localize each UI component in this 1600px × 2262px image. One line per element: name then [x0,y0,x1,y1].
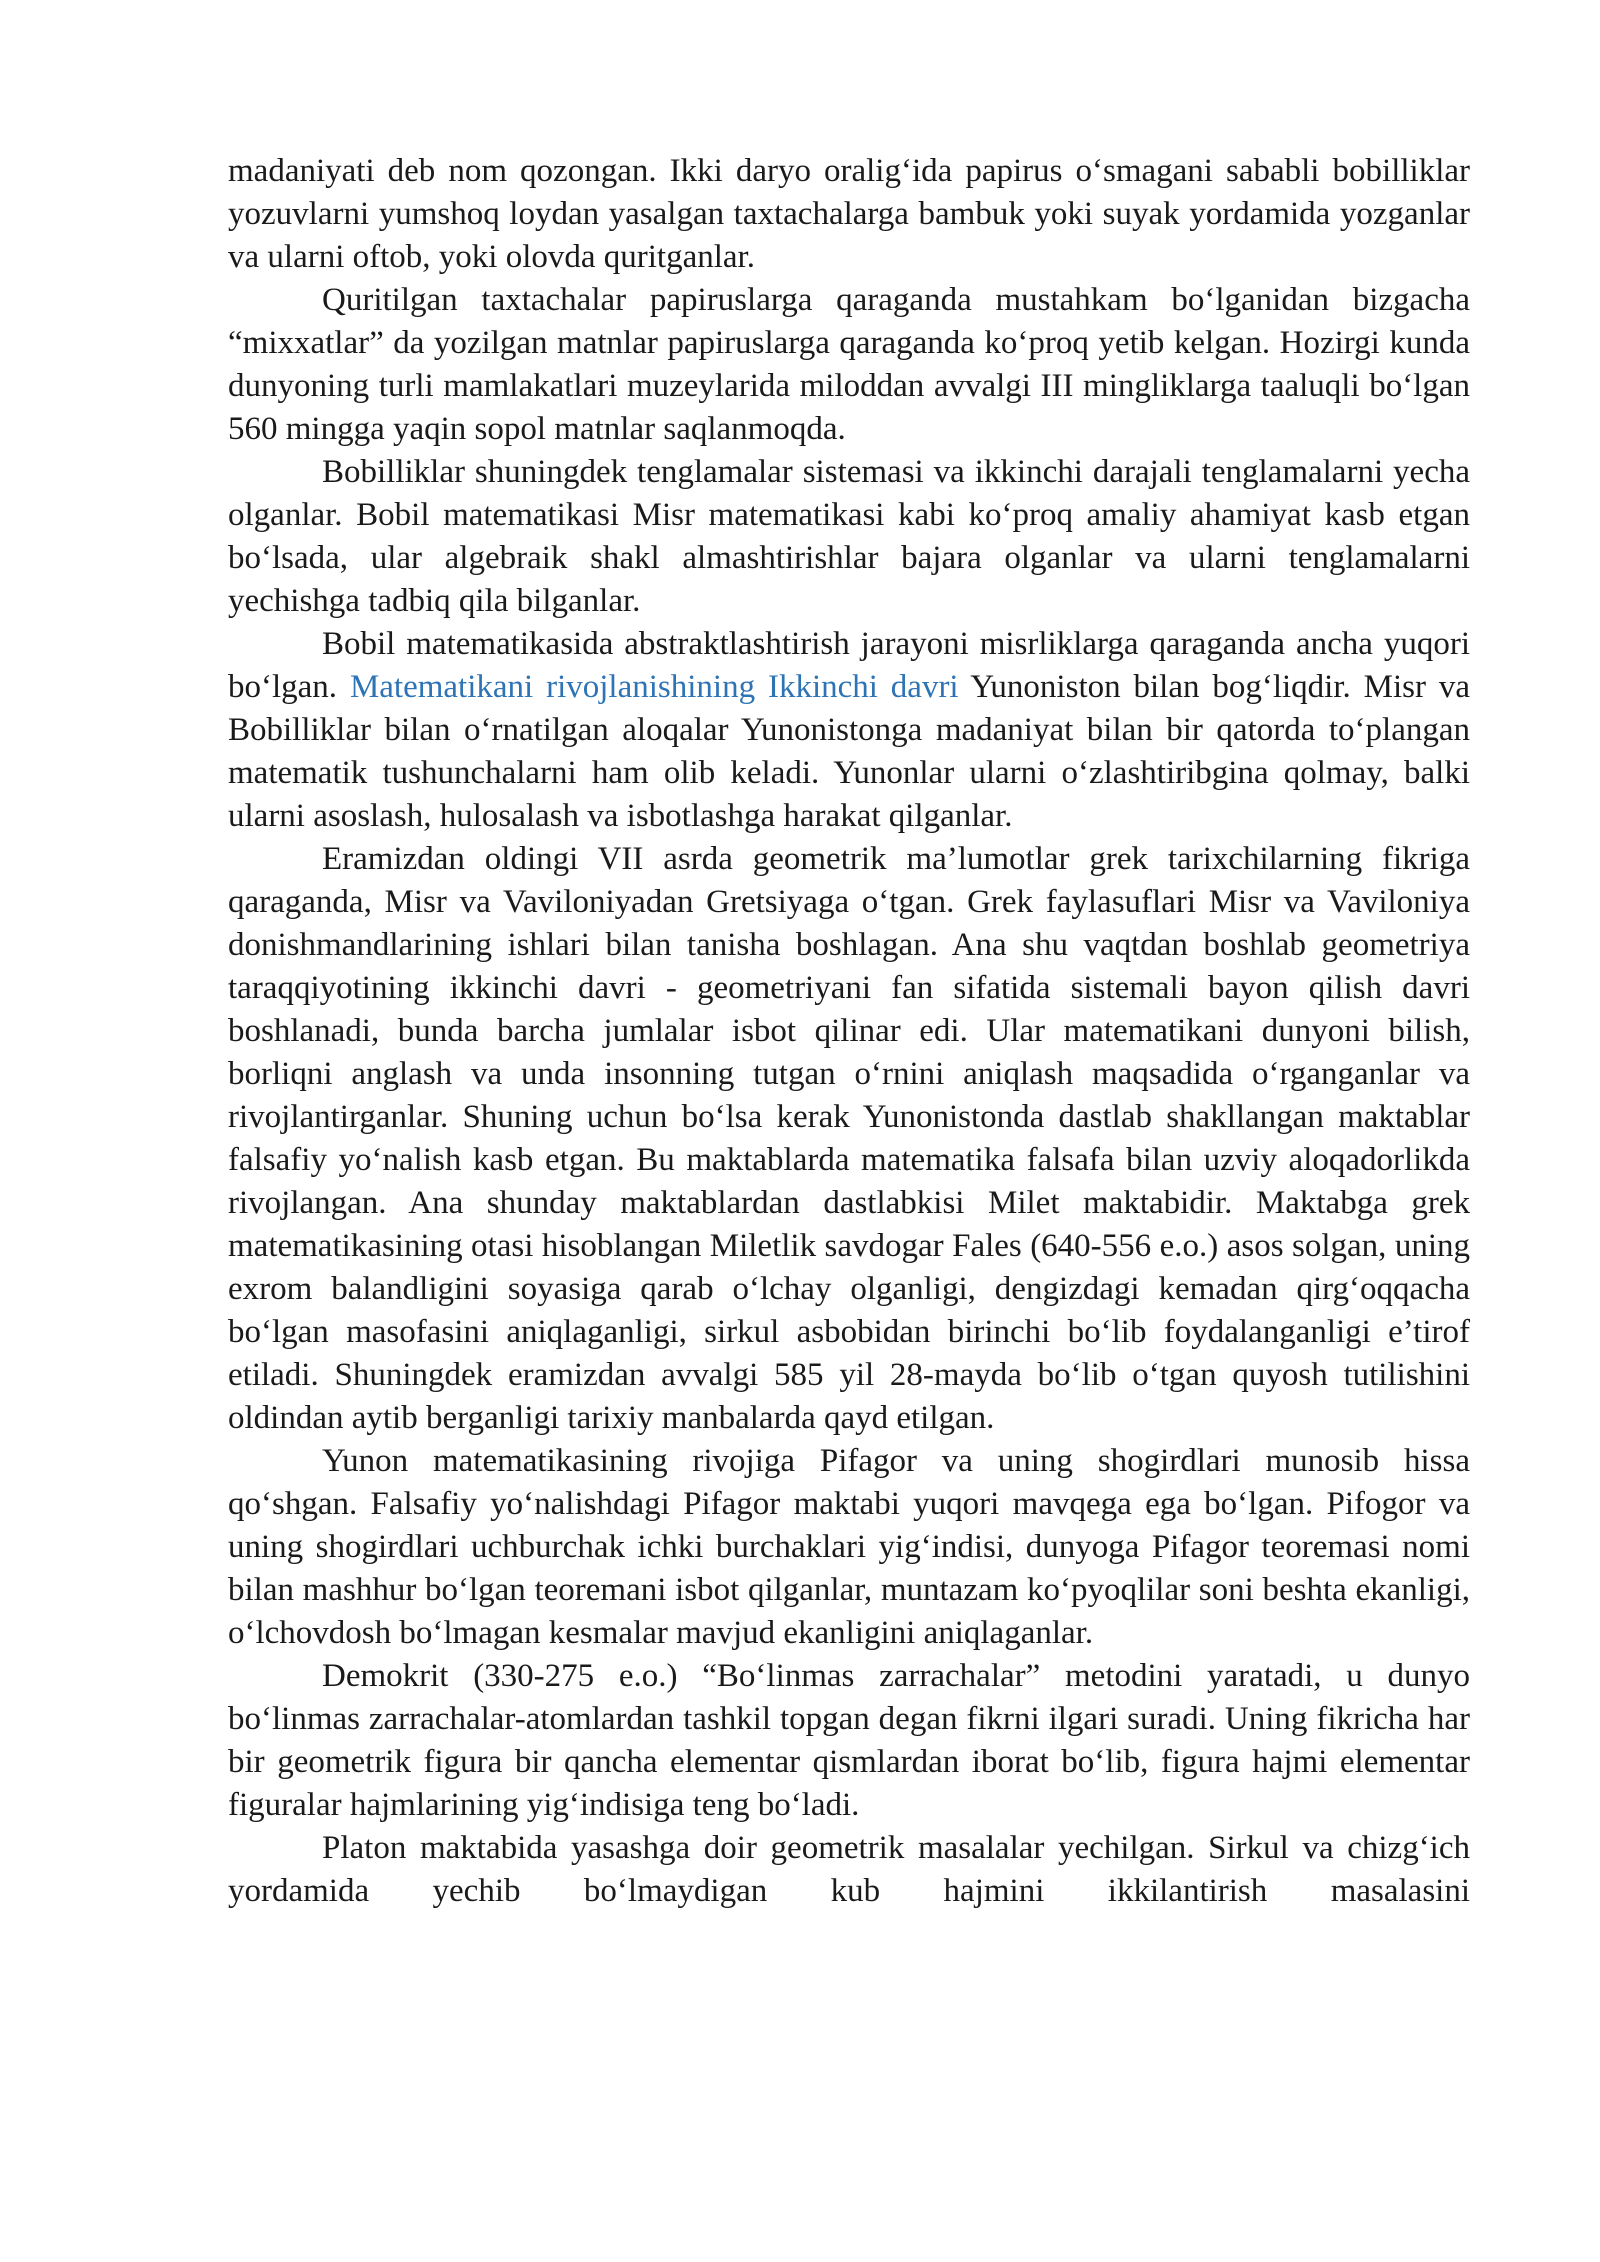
paragraph-4-before-link: Bobil matematikasida abstraktlashtirish jarayoni misrliklarga qaraganda ancha yuqori bo‘lgan. [228,626,1470,705]
document-page [228,150,1470,1913]
paragraph-4-after-link: Yunoniston bilan bog‘liqdir. Misr va Bobilliklar bilan o‘rnatilgan aloqalar Yunonistonga madaniyat bilan bir qatorda to‘plangan matematik tushunchalarni ham olib keladi. Yunonlar ularni o‘zlashtiribgina qolmay, balki ularni asoslash, hulosalash va isbotlashga harakat qilganlar. [228,669,1470,834]
paragraph-2: Quritilgan taxtachalar papiruslarga qaraganda mustahkam bo‘lganidan bizgacha “mixxatlar” da yozilgan matnlar papiruslarga qaraganda ko‘proq yetib kelgan. Hozirgi kunda dunyoning turli mamlakatlari muzeylarida miloddan avvalgi III mingliklarga taaluqli bo‘lgan 560 mingga yaqin sopol matnlar saqlanmoqda. [228,282,1470,447]
paragraph-4 [228,623,1470,838]
paragraph-6: Yunon matematikasining rivojiga Pifagor va uning shogirdlari munosib hissa qo‘shgan. Falsafiy yo‘nalishdagi Pifagor maktabi yuqori mavqega ega bo‘lgan. Pifogor va uning shogirdlari uchburchak ichki burchaklari yig‘indisi, dunyoga Pifagor teoremasi nomi bilan mashhur bo‘lgan teoremani isbot qilganlar, muntazam ko‘pyoqlilar soni beshta ekanligi, o‘lchovdosh bo‘lmagan kesmalar mavjud ekanligini aniqlaganlar. [228,1443,1470,1651]
paragraph-1: madaniyati deb nom qozongan. Ikki daryo oralig‘ida papirus o‘smagani sababli bobilliklar yozuvlarni yumshoq loydan yasalgan taxtachalarga bambuk yoki suyak yordamida yozganlar va ularni oftob, yoki olovda quritganlar. [228,153,1470,275]
paragraph-7: Demokrit (330-275 e.o.) “Bo‘linmas zarrachalar” metodini yaratadi, u dunyo bo‘linmas zarrachalar-atomlardan tashkil topgan degan fikrni ilgari suradi. Uning fikricha har bir geometrik figura bir qancha elementar qismlardan iborat bo‘lib, figura hajmi elementar figuralar hajmlarining yig‘indisiga teng bo‘ladi. [228,1658,1470,1823]
paragraph-8: Platon maktabida yasashga doir geometrik masalalar yechilgan. Sirkul va chizg‘ich yordamida yechib bo‘lmaydigan kub hajmini ikkilantirish masalasini [228,1830,1470,1909]
paragraph-5: Eramizdan oldingi VII asrda geometrik ma’lumotlar grek tarixchilarning fikriga qaraganda, Misr va Vaviloniyadan Gretsiyaga o‘tgan. Grek faylasuflari Misr va Vaviloniya donishmandlarining ishlari bilan tanisha boshlagan. Ana shu vaqtdan boshlab geometriya taraqqiyotining ikkinchi davri - geometriyani fan sifatida sistemali bayon qilish davri boshlanadi, bunda barcha jumlalar isbot qilinar edi. Ular matematikani dunyoni bilish, borliqni anglash va unda insonning tutgan o‘rnini aniqlash maqsadida o‘rganganlar va rivojlantirganlar. Shuning uchun bo‘lsa kerak Yunonistonda dastlab shakllangan maktablar falsafiy yo‘nalish kasb etgan. Bu maktablarda matematika falsafa bilan uzviy aloqadorlikda rivojlangan. Ana shunday maktablardan dastlabkisi Milet maktabidir. Maktabga grek matematikasining otasi hisoblangan Miletlik savdogar Fales (640-556 e.o.) asos solgan, uning exrom balandligini soyasiga qarab o‘lchay olganligi, dengizdagi kemadan qirg‘oqqacha bo‘lgan masofasini aniqlaganligi, sirkul asbobidan birinchi bo‘lib foydalanganligi e’tirof etiladi. Shuningdek eramizdan avvalgi 585 yil 28-mayda bo‘lib o‘tgan quyosh tutilishini oldindan aytib berganligi tarixiy manbalarda qayd etilgan. [228,841,1470,1436]
paragraph-3: Bobilliklar shuningdek tenglamalar sistemasi va ikkinchi darajali tenglamalarni yecha olganlar. Bobil matematikasi Misr matematikasi kabi ko‘proq amaliy ahamiyat kasb etgan bo‘lsada, ular algebraik shakl almashtirishlar bajara olganlar va ularni tenglamalarni yechishga tadbiq qila bilganlar. [228,454,1470,619]
hyperlink-ikkinchi-davri[interactable]: Matematikani rivojlanishining Ikkinchi davri [349,669,959,705]
